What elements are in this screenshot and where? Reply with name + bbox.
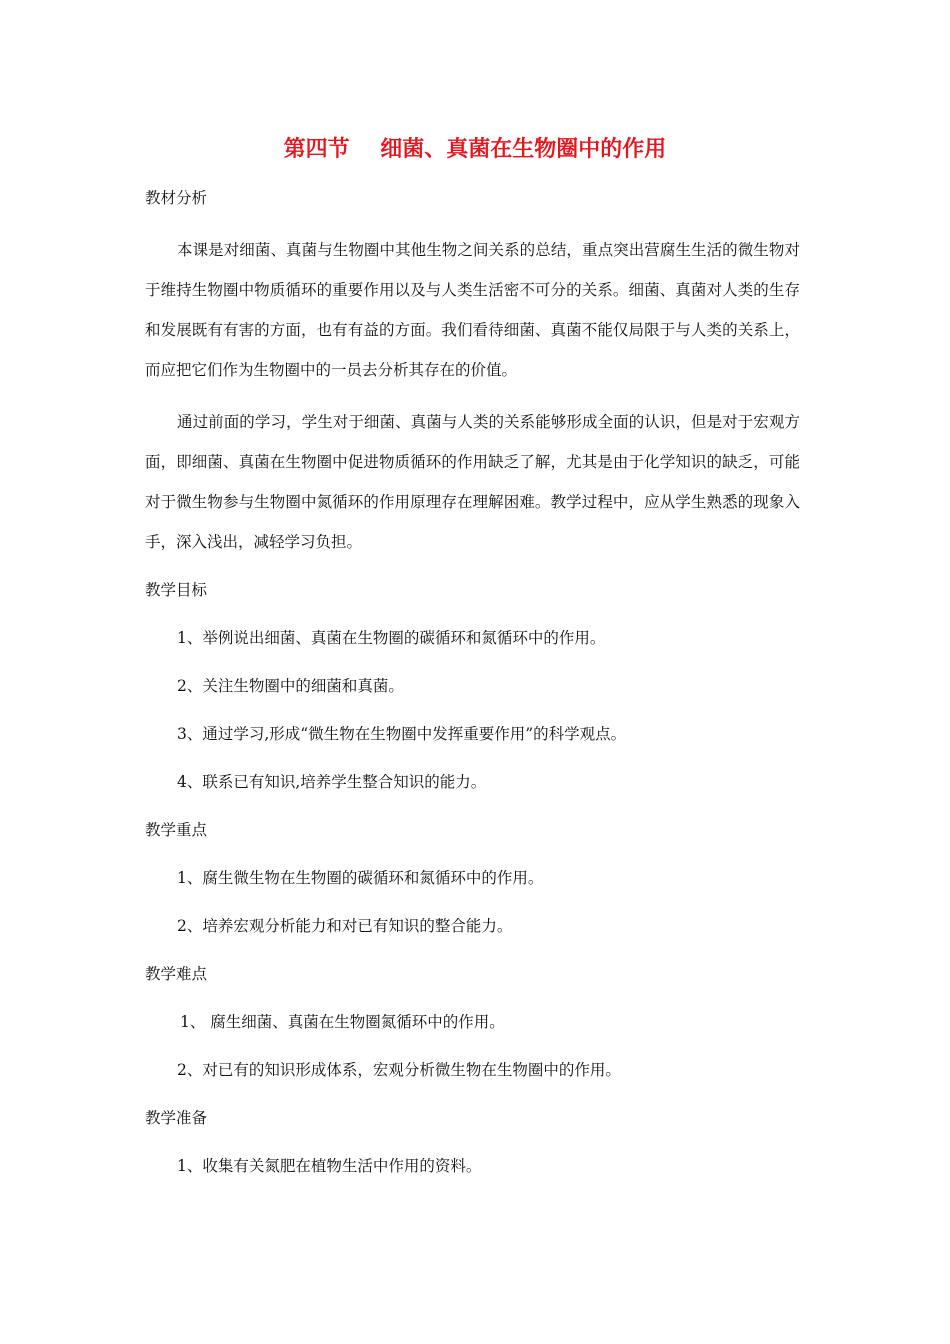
goal-item-1: 1、举例说出细菌、真菌在生物圈的碳循环和氮循环中的作用。 bbox=[177, 629, 606, 647]
goal-item-3: 3、通过学习,形成“微生物在生物圈中发挥重要作用”的科学观点。 bbox=[177, 725, 627, 743]
goal-item-2: 2、关注生物圈中的细菌和真菌。 bbox=[177, 677, 404, 695]
section-heading-analysis: 教材分析 bbox=[145, 189, 208, 207]
document-title: 第四节 细菌、真菌在生物圈中的作用 bbox=[283, 137, 667, 162]
document-body bbox=[145, 182, 800, 1198]
section-heading-preparation: 教学准备 bbox=[145, 1109, 208, 1127]
section-heading-key-points: 教学重点 bbox=[145, 821, 208, 839]
section-heading-difficulties: 教学难点 bbox=[145, 965, 208, 983]
preparation-item-1: 1、收集有关氮肥在植物生活中作用的资料。 bbox=[177, 1157, 482, 1175]
goal-item-4: 4、联系已有知识,培养学生整合知识的能力。 bbox=[177, 773, 487, 791]
section-heading-goals: 教学目标 bbox=[145, 581, 208, 599]
difficulty-item-1: 1、 腐生细菌、真菌在生物圈氮循环中的作用。 bbox=[180, 1013, 505, 1031]
analysis-paragraph-2: 通过前面的学习，学生对于细菌、真菌与人类的关系能够形成全面的认识，但是对于宏观方面，即细菌、真菌在生物圈中促进物质循环的作用缺乏了解，尤其是由于化学知识的缺乏，可能对于微生物参与生物圈中氮循环的作用原理存在理解困难。教学过程中，应从学生熟悉的现象入手，深入浅出，减轻学习负担。 bbox=[145, 413, 800, 551]
analysis-paragraph-1: 本课是对细菌、真菌与生物圈中其他生物之间关系的总结，重点突出营腐生生活的微生物对于维持生物圈中物质循环的重要作用以及与人类生活密不可分的关系。细菌、真菌对人类的生存和发展既有有害的方面，也有有益的方面。我们看待细菌、真菌不能仅局限于与人类的关系上，而应把它们作为生物圈中的一员去分析其存在的价值。 bbox=[145, 241, 800, 379]
key-point-item-1: 1、腐生微生物在生物圈的碳循环和氮循环中的作用。 bbox=[177, 869, 544, 887]
difficulty-item-2: 2、对已有的知识形成体系，宏观分析微生物在生物圈中的作用。 bbox=[177, 1061, 621, 1079]
key-point-item-2: 2、培养宏观分析能力和对已有知识的整合能力。 bbox=[177, 917, 513, 935]
